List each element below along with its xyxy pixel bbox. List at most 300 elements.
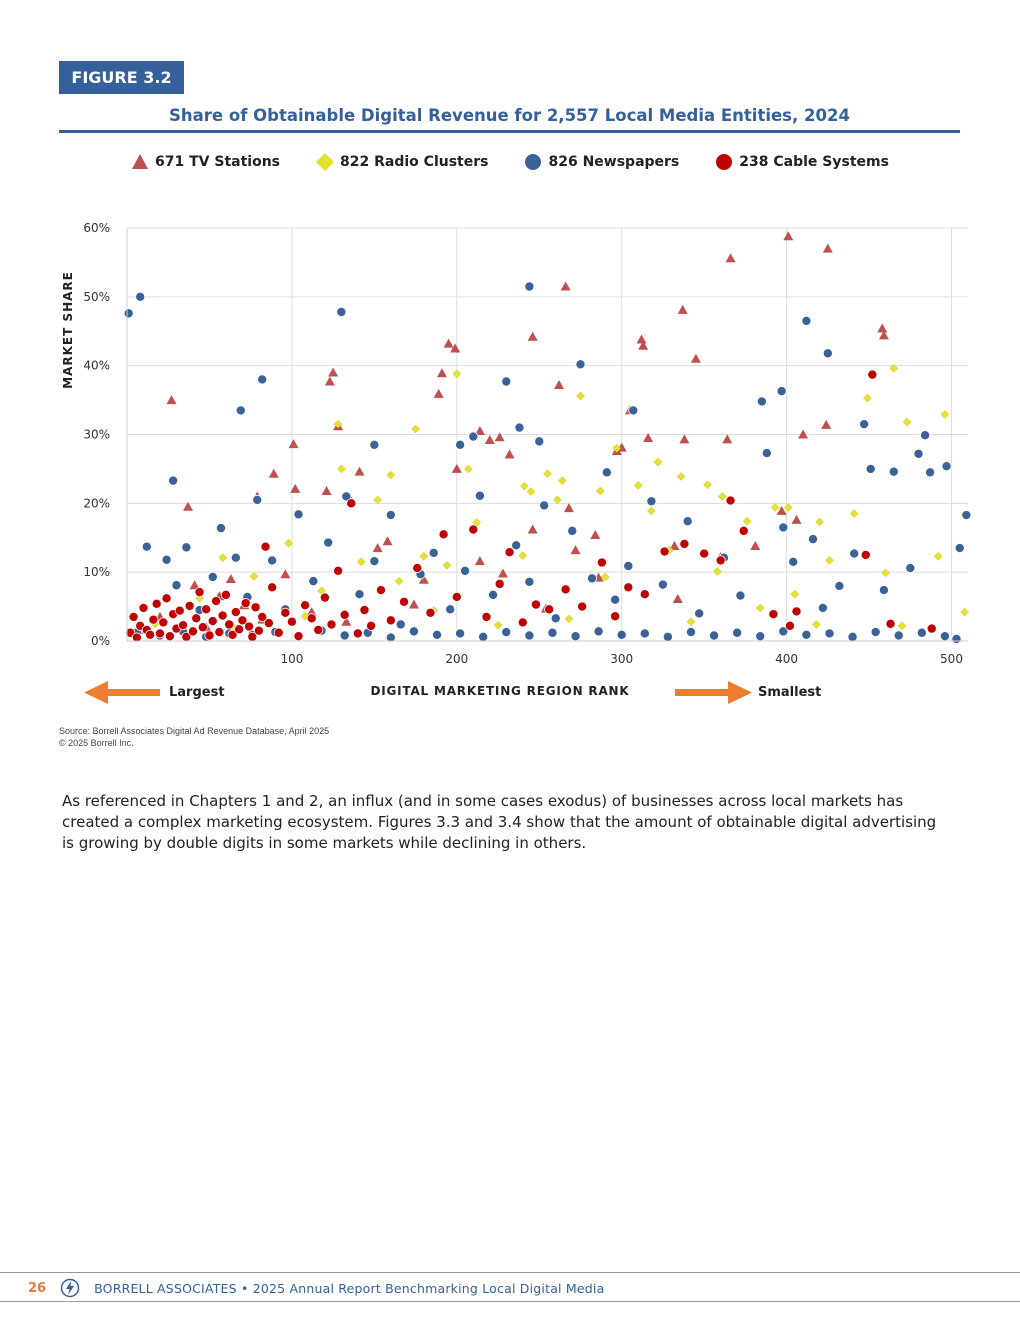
tv-station-point [823,244,833,253]
cable-system-point [244,622,253,631]
tv-station-point [280,569,290,578]
newspaper-point [460,566,469,575]
cable-system-point [198,623,207,632]
cable-system-point [208,616,217,625]
newspaper-point [208,572,217,581]
tv-station-point [269,469,279,478]
radio-cluster-point [494,621,502,629]
arrow-label-largest: Largest [169,685,225,700]
cable-system-point [195,588,204,597]
radio-cluster-point [453,370,461,378]
cable-system-point [320,593,329,602]
legend-label-newspapers: 826 Newspapers [548,154,680,170]
tv-station-point [783,231,793,240]
tv-station-point [373,543,383,552]
radio-cluster-point [687,618,695,626]
newspaper-point [502,377,511,386]
cable-system-point [792,607,801,616]
tv-station-point [528,524,538,533]
newspaper-point [871,627,880,636]
cable-system-point [360,605,369,614]
tv-station-point [571,545,581,554]
radio-cluster-point [250,572,258,580]
radio-cluster-point [882,569,890,577]
cable-system-point [640,590,649,599]
tv-station-point [528,332,538,341]
cable-system-point [287,617,296,626]
cable-system-point [225,620,234,629]
tv-station-point [475,556,485,565]
series-cable-systems [126,370,937,642]
tv-station-point [437,368,447,377]
cable-system-point [769,610,778,619]
newspaper-point [860,420,869,429]
radio-cluster-point [863,394,871,402]
cable-system-point [205,631,214,640]
newspaper-point [683,517,692,526]
cable-system-point [785,621,794,630]
newspaper-point [802,630,811,639]
cable-system-point [561,585,570,594]
scatter-chart [0,215,1020,715]
newspaper-point [551,614,560,623]
red-circle-marker-icon [715,153,733,171]
newspaper-point [172,581,181,590]
newspaper-point [324,538,333,547]
newspaper-point [757,397,766,406]
newspaper-point [835,581,844,590]
newspaper-point [294,510,303,519]
newspaper-point [268,556,277,565]
cable-system-point [281,608,290,617]
radio-cluster-point [825,556,833,564]
source-note [59,725,329,749]
newspaper-point [736,591,745,600]
newspaper-point [789,557,798,566]
cable-system-point [221,590,230,599]
tv-station-point [325,376,335,385]
series-newspapers [124,282,971,644]
legend-item-cable [715,153,889,171]
newspaper-point [906,563,915,572]
radio-cluster-point [519,552,527,560]
radio-cluster-point [850,510,858,518]
newspaper-point [525,577,534,586]
newspaper-point [925,468,934,477]
left-arrow-icon [84,681,160,704]
blue-circle-marker-icon [524,153,542,171]
radio-cluster-point [816,518,824,526]
radio-cluster-point [743,517,751,525]
cable-system-point [300,601,309,610]
radio-cluster-point [520,482,528,490]
cable-system-point [159,618,168,627]
tv-station-point [564,503,574,512]
borrell-logo-icon [60,1278,80,1298]
radio-cluster-point [443,561,451,569]
tv-station-point [452,464,462,473]
cable-system-point [376,585,385,594]
cable-system-point [162,594,171,603]
newspaper-point [515,423,524,432]
newspaper-point [917,628,926,637]
cable-system-point [886,619,895,628]
newspaper-point [136,292,145,301]
radio-cluster-point [553,496,561,504]
newspaper-point [808,535,817,544]
cable-system-point [700,549,709,558]
source-line: Source: Borrell Associates Digital Ad Revenue Database, April 2025 [59,726,330,736]
cable-system-point [386,616,395,625]
footer-divider-top [0,1272,1020,1273]
radio-cluster-point [596,487,604,495]
radio-cluster-point [941,411,949,419]
x-tick-label: 200 [445,652,469,666]
cable-system-point [241,599,250,608]
tv-station-point [877,323,887,332]
tv-station-point [485,435,495,444]
page-number: 26 [28,1280,47,1296]
radio-cluster-point [464,465,472,473]
radio-cluster-point [898,622,906,630]
y-tick-label: 10% [83,565,110,580]
cable-system-point [413,563,422,572]
cable-system-point [716,556,725,565]
tv-station-point [444,339,454,348]
tv-station-point [722,434,732,443]
cable-system-point [624,583,633,592]
cable-system-point [185,601,194,610]
newspaper-point [576,360,585,369]
newspaper-point [587,574,596,583]
cable-system-point [482,612,491,621]
tv-station-point [355,467,365,476]
cable-system-point [452,592,461,601]
cable-system-point [353,629,362,638]
cable-system-point [578,602,587,611]
diamond-marker-icon [316,153,334,171]
cable-system-point [340,610,349,619]
newspaper-point [733,628,742,637]
cable-system-point [597,558,606,567]
tv-station-point [167,395,177,404]
newspaper-point [602,468,611,477]
newspaper-point [309,577,318,586]
newspaper-point [162,555,171,564]
cable-system-point [211,596,220,605]
cable-system-point [192,614,201,623]
tv-station-point [289,439,299,448]
cable-system-point [254,626,263,635]
tv-station-point [226,574,236,583]
tv-station-point [673,594,683,603]
newspaper-point [432,630,441,639]
newspaper-point [825,629,834,638]
radio-cluster-point [784,503,792,511]
tv-station-point [678,305,688,314]
radio-cluster-point [647,507,655,515]
radio-cluster-point [374,496,382,504]
newspaper-point [169,476,178,485]
newspaper-point [914,449,923,458]
cable-system-point [188,627,197,636]
y-tick-label: 0% [90,634,110,648]
newspaper-point [525,282,534,291]
cable-system-point [868,370,877,379]
tv-station-point [409,600,419,609]
legend-item-newspapers [524,153,679,171]
radio-cluster-point [791,590,799,598]
newspaper-point [535,437,544,446]
newspaper-point [823,349,832,358]
y-tick-label: 60% [83,221,110,235]
body-paragraph: As referenced in Chapters 1 and 2, an influx (and in some cases exodus) of businesses across local markets has created a complex marketing ecosystem. Figures 3.3 and 3.4 show that the amount of obtainable digital advertising is growing by double digits in some markets while declining in others. [62,792,937,852]
newspaper-point [370,440,379,449]
newspaper-point [802,316,811,325]
newspaper-point [866,464,875,473]
radio-cluster-point [654,458,662,466]
newspaper-point [469,432,478,441]
title-divider [59,130,960,133]
cable-system-point [155,629,164,638]
newspaper-point [236,406,245,415]
cable-system-point [139,603,148,612]
cable-system-point [399,597,408,606]
cable-system-point [518,618,527,627]
newspaper-point [253,495,262,504]
newspaper-point [409,627,418,636]
radio-cluster-point [395,577,403,585]
newspaper-point [548,628,557,637]
newspaper-point [663,632,672,641]
tv-station-point [434,389,444,398]
newspaper-point [568,526,577,535]
newspaper-point [571,632,580,641]
newspaper-point [429,548,438,557]
cable-system-point [314,625,323,634]
x-tick-label: 500 [940,652,963,666]
cable-system-point [545,605,554,614]
legend-label-cable: 238 Cable Systems [739,154,889,170]
x-tick-label: 100 [280,652,304,666]
radio-cluster-point [576,392,584,400]
cable-system-point [505,548,514,557]
tv-station-point [322,486,332,495]
newspaper-point [818,603,827,612]
newspaper-point [647,497,656,506]
newspaper-point [850,549,859,558]
copyright-line: © 2025 Borrell Inc. [59,738,134,748]
newspaper-point [216,524,225,533]
tv-station-point [383,536,393,545]
cable-system-point [531,600,540,609]
newspaper-point [488,590,497,599]
tv-station-point [691,354,701,363]
newspaper-point [142,542,151,551]
newspaper-point [370,557,379,566]
cable-system-point [218,611,227,620]
y-tick-label: 50% [83,289,110,304]
newspaper-point [475,491,484,500]
newspaper-point [952,634,961,643]
tv-station-point [590,530,600,539]
arrow-label-smallest: Smallest [758,685,822,700]
newspaper-point [848,632,857,641]
cable-system-point [231,607,240,616]
newspaper-point [940,632,949,641]
newspaper-point [756,632,765,641]
newspaper-point [396,620,405,629]
footer-divider-bottom [0,1301,1020,1302]
radio-cluster-point [934,552,942,560]
newspaper-point [446,605,455,614]
newspaper-point [355,590,364,599]
radio-cluster-point [903,418,911,426]
newspaper-point [258,375,267,384]
tv-station-point [821,420,831,429]
newspaper-point [540,501,549,510]
newspaper-point [456,629,465,638]
newspaper-point [962,510,971,519]
cable-system-point [129,612,138,621]
cable-system-point [149,615,158,624]
cable-system-point [333,566,342,575]
radio-cluster-point [703,481,711,489]
cable-system-point [145,630,154,639]
cable-system-point [439,530,448,539]
cable-system-point [327,620,336,629]
cable-system-point [152,599,161,608]
newspaper-point [386,510,395,519]
radio-cluster-point [812,620,820,628]
tv-station-point [679,434,689,443]
cable-system-point [739,526,748,535]
y-tick-label: 40% [83,358,110,373]
newspaper-point [942,462,951,471]
newspaper-point [640,629,649,638]
radio-cluster-point [713,567,721,575]
cable-system-point [274,628,283,637]
cable-system-point [426,608,435,617]
footer-text: BORRELL ASSOCIATES • 2025 Annual Report Benchmarking Local Digital Media [94,1280,605,1296]
cable-system-point [611,612,620,621]
newspaper-point [686,627,695,636]
legend-item-tv [131,153,280,171]
newspaper-point [611,595,620,604]
radio-cluster-point [357,558,365,566]
cable-system-point [495,579,504,588]
newspaper-point [779,523,788,532]
tv-station-point [726,253,736,262]
newspaper-point [695,609,704,618]
cable-system-point [726,496,735,505]
newspaper-point [777,387,786,396]
tv-station-point [498,569,508,578]
radio-cluster-point [771,503,779,511]
cable-system-point [165,632,174,641]
newspaper-point [629,406,638,415]
newspaper-point [624,561,633,570]
newspaper-point [617,630,626,639]
tv-station-point [554,380,564,389]
x-tick-label: 300 [610,652,634,666]
tv-station-point [792,515,802,524]
newspaper-point [479,632,488,641]
legend-label-radio: 822 Radio Clusters [340,154,489,170]
cable-system-point [235,625,244,634]
cable-system-point [307,614,316,623]
newspaper-point [879,585,888,594]
y-axis-label: MARKET SHARE [61,271,75,389]
radio-cluster-point [565,615,573,623]
chart-legend [0,148,1020,176]
radio-cluster-point [961,608,969,616]
newspaper-point [921,431,930,440]
x-tick-label: 400 [775,652,799,666]
cable-system-point [175,606,184,615]
y-tick-label: 20% [83,496,110,511]
newspaper-point [894,631,903,640]
newspaper-point [762,448,771,457]
newspaper-point [709,631,718,640]
newspaper-point [124,309,133,318]
tv-station-point [561,282,571,291]
radio-cluster-point [420,552,428,560]
radio-cluster-point [718,492,726,500]
cable-system-point [294,632,303,641]
page-footer [28,1277,604,1299]
tv-station-point [328,368,338,377]
cable-system-point [347,499,356,508]
radio-cluster-point [558,477,566,485]
radio-cluster-point [219,554,227,562]
radio-cluster-point [677,472,685,480]
radio-cluster-point [756,604,764,612]
tv-station-point [636,335,646,344]
newspaper-point [955,543,964,552]
legend-label-tv: 671 TV Stations [155,154,281,170]
newspaper-point [456,440,465,449]
newspaper-point [340,631,349,640]
radio-cluster-point [412,425,420,433]
chart-points [124,231,971,643]
figure-label: FIGURE 3.2 [59,61,184,94]
radio-cluster-point [634,481,642,489]
cable-system-point [251,603,260,612]
tv-station-point [495,432,505,441]
tv-station-point [505,449,515,458]
cable-system-point [469,525,478,534]
cable-system-point [927,624,936,633]
newspaper-point [889,467,898,476]
newspaper-point [594,627,603,636]
cable-system-point [861,550,870,559]
cable-system-point [202,605,211,614]
newspaper-point [658,580,667,589]
cable-system-point [264,619,273,628]
cable-system-point [215,627,224,636]
newspaper-point [182,543,191,552]
cable-system-point [660,547,669,556]
cable-system-point [366,621,375,630]
right-arrow-icon [675,681,752,704]
chart-title: Share of Obtainable Digital Revenue for 2,557 Local Media Entities, 2024 [169,106,850,125]
radio-cluster-point [544,470,552,478]
radio-cluster-point [527,488,535,496]
radio-cluster-point [387,471,395,479]
radio-cluster-point [337,465,345,473]
newspaper-point [525,631,534,640]
